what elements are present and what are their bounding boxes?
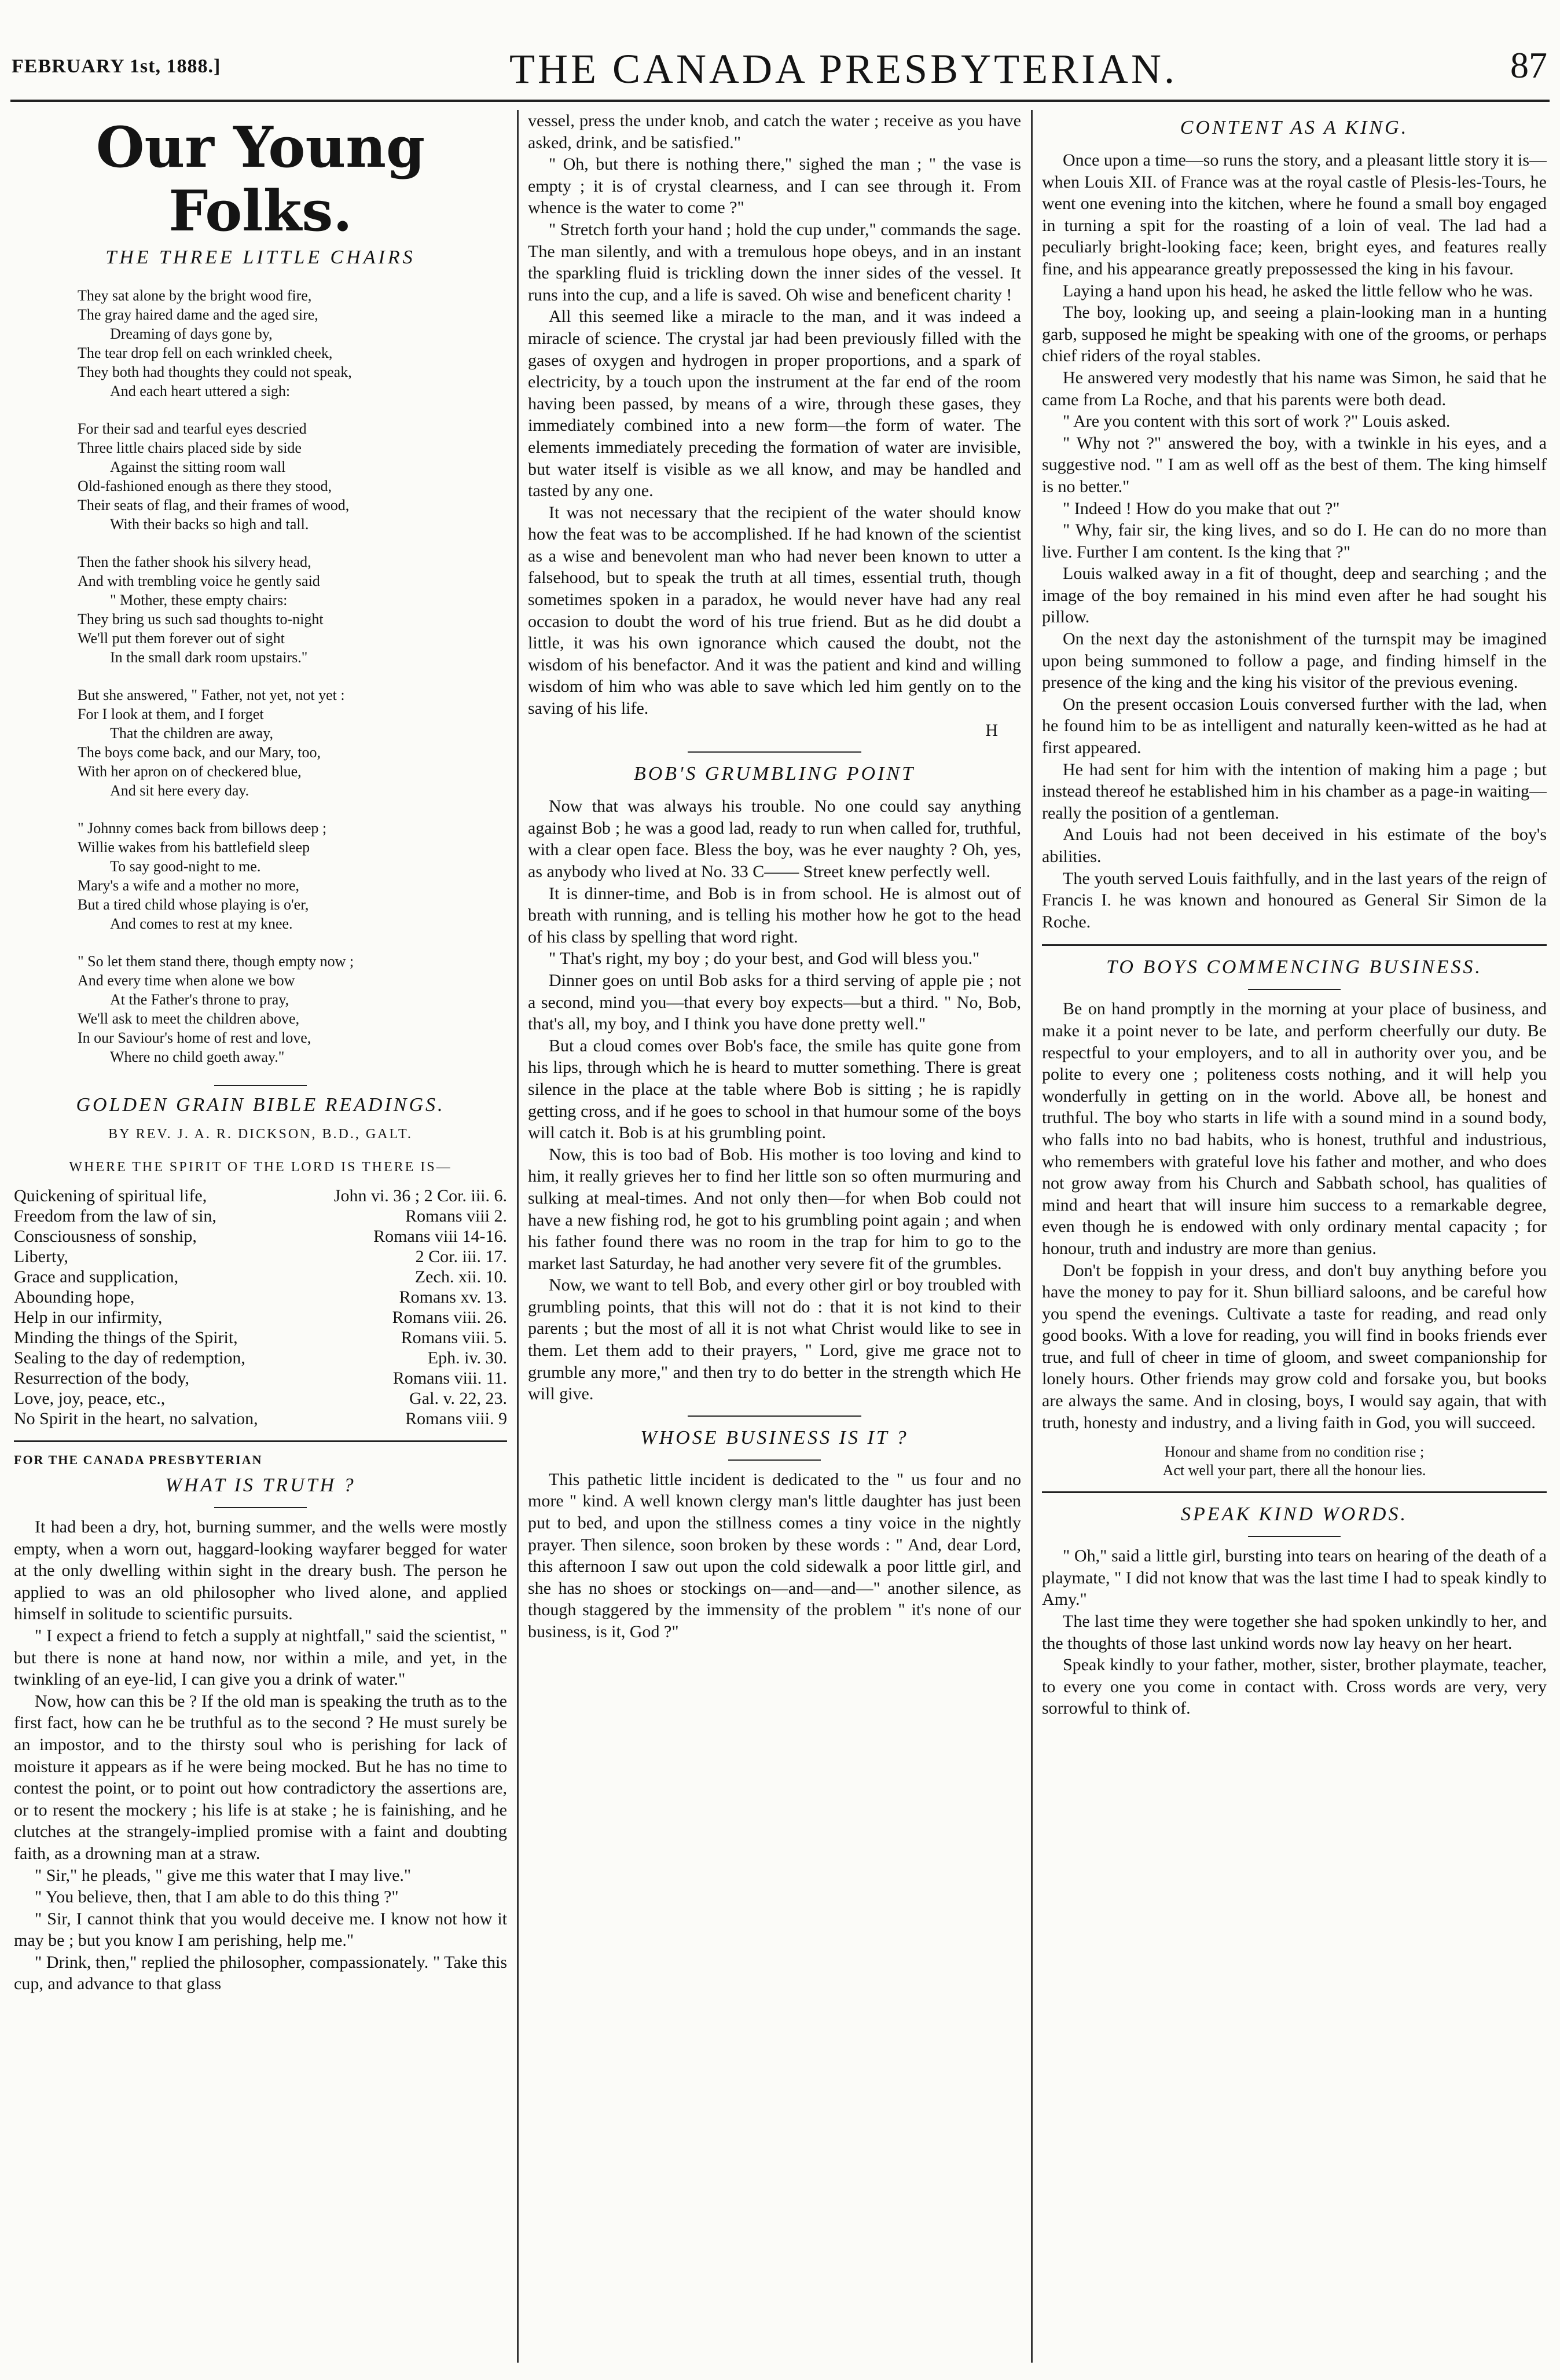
column-2 <box>528 110 1021 2368</box>
paragraph: All this seemed like a miracle to the man, and it was indeed a miracle of science. The crystal jar had been previously filled with the gases of oxygen and hydrogen in proper proportions, and a spark of electricity, by a touch upon the instrument at the far end of the room having been passed, by means of a wire, through these gases, they immediately combined into a new form—the form of water. The elements immediately preceding the formation of water are invisible, but water itself is visible as we all know, and may be handled and tasted by any one. <box>528 307 1021 501</box>
poem-line: But a tired child whose playing is o'er, <box>78 896 309 913</box>
paragraph: vessel, press the under knob, and catch the water ; receive as you have asked, drink, and be satisfied." <box>528 111 1021 152</box>
paragraph: But a cloud comes over Bob's face, the smile has quite gone from his lips, through which he is heard to mutter something. There is great silence in the place at the table where Bob is sitting ; he is rapidly getting cross, and if he goes to school in that humour some of the boys will catch it. Bob is at his grumbling point. <box>528 1036 1021 1143</box>
poem-line: Against the sitting room wall <box>110 459 286 475</box>
paragraph: " Sir," he pleads, " give me this water that I may live." <box>35 1865 412 1885</box>
paragraph: " Indeed ! How do you make that out ?" <box>1063 498 1340 518</box>
reading-reference: Zech. xii. 10. <box>414 1267 507 1286</box>
readings-list <box>14 1186 507 1429</box>
paragraph: " Why, fair sir, the king lives, and so do I. He can do no more than live. Further I am content. Is the king that ?" <box>1042 520 1547 562</box>
poem-line: With her apron on of checkered blue, <box>78 763 302 780</box>
reading-row <box>14 1409 507 1429</box>
poem-line: " So let them stand there, though empty now ; <box>78 953 354 970</box>
readings-byline: BY REV. J. A. R. DICKSON, B.D., GALT. <box>108 1127 413 1142</box>
poem-title: THE THREE LITTLE CHAIRS <box>105 247 416 268</box>
poem-stanza <box>14 552 507 667</box>
poem-line: " Mother, these empty chairs: <box>110 592 288 608</box>
newspaper-title: THE CANADA PRESBYTERIAN. <box>509 46 1178 92</box>
poem-line: We'll ask to meet the children above, <box>78 1010 300 1027</box>
divider <box>1042 944 1547 946</box>
paragraph: On the next day the astonishment of the turnspit may be imagined upon being summoned to follow a page, and finding himself in the presence of the king and the king his visitor of the previous evening. <box>1042 629 1547 692</box>
header-rule <box>10 100 1550 102</box>
article-title-whose: WHOSE BUSINESS IS IT ? <box>640 1426 909 1448</box>
reading-row <box>14 1206 507 1226</box>
column-3 <box>1042 110 1547 2368</box>
divider <box>688 751 861 753</box>
paragraph: " Stretch forth your hand ; hold the cup under," commands the sage. The man silently, and with a tremulous hope obeys, and in an instant the sparkling fluid is trickling down the inner sides of the vessel. It runs into the cup, and a life is saved. Oh wise and beneficent charity ! <box>528 219 1021 305</box>
reading-topic: Quickening of spiritual life, <box>14 1186 207 1205</box>
page-header <box>0 0 1560 92</box>
reading-row <box>14 1388 507 1409</box>
reading-row <box>14 1368 507 1388</box>
poem-line: The gray haired dame and the aged sire, <box>78 306 318 323</box>
reading-reference: John vi. 36 ; 2 Cor. iii. 6. <box>333 1186 507 1205</box>
article-title-bob: BOB'S GRUMBLING POINT <box>633 763 916 785</box>
paragraph: It was not necessary that the recipient of the water should know how the feat was to be accomplished. If he had known of the scientist as a wise and benevolent man who had never been known to utter a falsehood, but to speak the truth at all times, essential truth, though sometimes spoken in a paradox, he would never have had any real occasion to doubt the word of his true friend. But as he did doubt a little, it was his own ignorance which caused the doubt, not the wisdom of his benefactor. And it was the patient and kind and willing wisdom of him who was able to save which led him gently on to the saving of his life. <box>528 503 1021 718</box>
readings-title: GOLDEN GRAIN BIBLE READINGS. <box>76 1094 445 1116</box>
reading-reference: Romans xv. 13. <box>399 1288 507 1307</box>
poem-line: Dreaming of days gone by, <box>110 325 273 342</box>
paragraph: " Oh," said a little girl, bursting into tears on hearing of the death of a playmate, " I did not know that was the last time I had to speak kindly to Amy." <box>1042 1546 1547 1609</box>
poem-line: They sat alone by the bright wood fire, <box>78 287 312 304</box>
article-body-content <box>1042 149 1547 933</box>
reading-row <box>14 1307 507 1327</box>
reading-topic: Sealing to the day of redemption, <box>14 1348 245 1367</box>
poem-line: We'll put them forever out of sight <box>78 630 285 647</box>
poem-line: With their backs so high and tall. <box>110 516 309 533</box>
poem-line: And sit here every day. <box>110 782 249 799</box>
reading-reference: Romans viii. 11. <box>392 1369 507 1388</box>
paragraph: And Louis had not been deceived in his estimate of the boy's abilities. <box>1042 825 1547 866</box>
poem-line: And with trembling voice he gently said <box>78 573 320 589</box>
poem-line: The boys come back, and our Mary, too, <box>78 744 321 761</box>
poem-line: Their seats of flag, and their frames of wood, <box>78 497 350 514</box>
paragraph: The boy, looking up, and seeing a plain-looking man in a hunting garb, supposed he might be speaking with one of the grooms, or perhaps chief riders of the royal stables. <box>1042 303 1547 366</box>
article-body-truth-continued <box>528 110 1021 720</box>
poem-line: But she answered, " Father, not yet, not yet : <box>78 687 345 703</box>
poem-line: And comes to rest at my knee. <box>110 915 293 932</box>
poem-stanza <box>14 685 507 800</box>
divider <box>214 1085 307 1086</box>
paragraph: " I expect a friend to fetch a supply at nightfall," said the scientist, " but there is none at hand now, nor within a mile, and yet, in the twinkling of an eye-lid, I can give you a drink of water." <box>14 1626 507 1689</box>
paragraph: The last time they were together she had spoken unkindly to her, and the thoughts of those last unkind words now lay heavy on her heart. <box>1042 1612 1547 1653</box>
paragraph: Don't be foppish in your dress, and don't buy anything before you have the money to pay for it. Shun billiard saloons, and be careful how you spend the evenings. Cultivate a taste for reading, and read only good books. With a love for reading, you will find in books friends ever true, and full of cheer in time of gloom, and sweet companionship for lonely hours. Other friends may grow cold and forsake you, but books are always the same. And in closing, boys, I would say again, that with truth, honesty and industry, and a living faith in God, you will succeed. <box>1042 1260 1547 1432</box>
reading-topic: Freedom from the law of sin, <box>14 1206 216 1226</box>
poem-stanza <box>14 819 507 933</box>
poem-line: Mary's a wife and a mother no more, <box>78 877 300 894</box>
article-title-truth: WHAT IS TRUTH ? <box>165 1475 356 1496</box>
reading-reference: 2 Cor. iii. 17. <box>415 1247 507 1266</box>
paragraph: Now that was always his trouble. No one could say anything against Bob ; he was a good lad, ready to run when called for, truthful, with a clear open face. Bless the boy, was he ever naughty ? Oh, yes, as anybody who lived at No. 33 C—— Street knew perfectly well. <box>528 797 1021 881</box>
paragraph: " Drink, then," replied the philosopher, compassionately. " Take this cup, and advance to that glass <box>14 1952 507 1994</box>
paragraph: " Why not ?" answered the boy, with a twinkle in his eyes, and a suggestive nod. " I am as well off as the best of them. The king himself is no better." <box>1042 433 1547 496</box>
poem-line: Willie wakes from his battlefield sleep <box>78 839 310 856</box>
poem-line: Then the father shook his silvery head, <box>78 553 311 570</box>
paragraph: Now, how can this be ? If the old man is speaking the truth as to the first fact, how can he be truthful as to the second ? He must surely be an impostor, and to the thirsty soul who is perishing for lack of moisture it appears as if he were being mocked. But he has no time to contest the point, or to point out how contradictory the assertions are, or to resent the mockery ; his life is at stake ; he is fainishing, and he clutches at the strangely-implied promise with a faint and doubting faith, as a drowning man at a straw. <box>14 1691 507 1863</box>
poem <box>14 286 507 1066</box>
poem-line: In our Saviour's home of rest and love, <box>78 1029 311 1046</box>
article-body-speak <box>1042 1545 1547 1719</box>
paragraph: " You believe, then, that I am able to do this thing ?" <box>35 1887 399 1907</box>
poem-line: They both had thoughts they could not speak, <box>78 364 352 380</box>
article-body-bob <box>528 795 1021 1405</box>
paragraph: He had sent for him with the intention of making him a page ; but instead thereof he established him in his chamber as a page-in waiting—really the position of a gentleman. <box>1042 760 1547 823</box>
article-title-content: CONTENT AS A KING. <box>1180 117 1409 138</box>
issue-date: FEBRUARY 1st, 1888.] <box>12 56 221 77</box>
page-number: 87 <box>1510 45 1547 86</box>
reading-topic: Grace and supplication, <box>14 1267 179 1286</box>
column-1 <box>14 110 507 2368</box>
divider <box>688 1415 861 1417</box>
paragraph: " Are you content with this sort of work ?" Louis asked. <box>1063 412 1451 431</box>
reading-topic: Liberty, <box>14 1247 68 1266</box>
reading-row <box>14 1287 507 1307</box>
paragraph: Speak kindly to your father, mother, sister, brother playmate, teacher, to every one you come in contact with. Cross words are very, very sorrowful to think of. <box>1042 1655 1547 1718</box>
reading-row <box>14 1246 507 1267</box>
column-divider-2 <box>1031 110 1033 2363</box>
poem-line: Old-fashioned enough as there they stood, <box>78 478 332 494</box>
divider <box>1248 1536 1341 1537</box>
reading-row <box>14 1348 507 1368</box>
reading-reference: Romans viii 2. <box>405 1206 507 1226</box>
closing-couplet <box>1042 1443 1547 1480</box>
article-title-speak: SPEAK KIND WORDS. <box>1181 1503 1408 1525</box>
article-body-truth <box>14 1516 507 1995</box>
paragraph: Once upon a time—so runs the story, and a pleasant little story it is—when Louis XII. of France was at the royal castle of Plesis-les-Tours, he went one evening into the kitchen, where he found a small boy engaged in turning a spit for the roasting of a loin of veal. The lad had a peculiarly bright-looking face; keen, bright eyes, and features really fine, and his appearance greatly prepossessed the king in his favour. <box>1042 151 1547 278</box>
reading-reference: Romans viii 14-16. <box>373 1227 507 1246</box>
divider <box>728 1459 821 1461</box>
reading-reference: Gal. v. 22, 23. <box>409 1389 507 1408</box>
article-title-boys: TO BOYS COMMENCING BUSINESS. <box>1106 956 1482 978</box>
article-body-boys <box>1042 998 1547 1433</box>
divider <box>1248 989 1341 990</box>
reading-row <box>14 1226 507 1246</box>
poem-stanza <box>14 419 507 534</box>
paragraph: It is dinner-time, and Bob is in from school. He is almost out of breath with running, and is telling his mother how he got to the head of his class by spelling that word right. <box>528 883 1021 947</box>
couplet-line: Honour and shame from no condition rise ; <box>1164 1443 1425 1461</box>
reading-topic: Help in our infirmity, <box>14 1308 163 1327</box>
paragraph: Laying a hand upon his head, he asked the little fellow who he was. <box>1063 281 1533 300</box>
paragraph: It had been a dry, hot, burning summer, and the wells were mostly empty, when a worn out, haggard-looking wayfarer begged for water at the only dwelling within sight in the dreary bush. The person he applied to was an old philosopher who lived alone, and applied himself in solitude to scientific pursuits. <box>14 1517 507 1624</box>
reading-row <box>14 1186 507 1206</box>
paragraph: He answered very modestly that his name was Simon, he said that he came from La Roche, and that his parents were both dead. <box>1042 368 1547 409</box>
reading-topic: No Spirit in the heart, no salvation, <box>14 1409 258 1428</box>
poem-line: At the Father's throne to pray, <box>110 991 289 1008</box>
paragraph: This pathetic little incident is dedicated to the " us four and no more " kind. A well known clergy man's little daughter has just been put to bed, and upon the stillness comes a tiny voice in the nightly prayer. Then silence, soon broken by these words : " And, dear Lord, this afternoon I saw out upon the cold sidewalk a poor little girl, and she has no shoes or stockings on—and—and—" another silence, as though staggered by the immensity of the problem " it's none of our business, is it, God ?" <box>528 1469 1021 1641</box>
paragraph: On the present occasion Louis conversed further with the lad, when he found him to be as intelligent and naturally keen-witted as he had at first appeared. <box>1042 694 1547 758</box>
paragraph: " That's right, my boy ; do your best, and God will bless you." <box>549 949 980 969</box>
article-body-whose <box>528 1469 1021 1643</box>
paragraph: Be on hand promptly in the morning at your place of business, and make it a point never to be late, and perform cheerfully our duty. Be respectful to your employers, and to all in authority over you, and be polite to every one ; politeness costs nothing, and it will help you wonderfully in getting on in the world. Above all, be honest and truthful. The boy who starts in life with a sound mind in a sound body, who falls into no bad habits, who is honest, truthful and industrious, who remembers with grateful love his father and mother, and who does not grow away from his Church and Sabbath school, has qualities of mind and heart that will insure him success to a remarkable degree, even though he is endowed with only ordinary mental capacity ; for honour, truth and industry are more than genius. <box>1042 999 1547 1258</box>
paragraph: Dinner goes on until Bob asks for a third serving of apple pie ; not a second, mind you—that every boy expects—but a third. " No, Bob, that's all, my boy, and I think you have done pretty well." <box>528 970 1021 1034</box>
reading-reference: Romans viii. 26. <box>392 1308 507 1327</box>
poem-stanza <box>14 286 507 401</box>
reading-topic: Abounding hope, <box>14 1288 135 1307</box>
poem-stanza <box>14 952 507 1066</box>
readings-subtitle: WHERE THE SPIRIT OF THE LORD IS THERE IS— <box>69 1160 452 1175</box>
poem-line: " Johnny comes back from billows deep ; <box>78 820 327 837</box>
divider <box>214 1507 307 1508</box>
poem-line: That the children are away, <box>110 725 274 742</box>
poem-line: Three little chairs placed side by side <box>78 439 302 456</box>
reading-row <box>14 1267 507 1287</box>
reading-topic: Minding the things of the Spirit, <box>14 1328 238 1347</box>
poem-line: And each heart uttered a sigh: <box>110 383 291 399</box>
poem-line: To say good-night to me. <box>110 858 261 875</box>
poem-line: Where no child goeth away." <box>110 1048 285 1065</box>
section-masthead: Our Young Folks. <box>96 115 425 244</box>
reading-topic: Resurrection of the body, <box>14 1369 189 1388</box>
poem-line: For I look at them, and I forget <box>78 706 264 723</box>
paragraph: Now, we want to tell Bob, and every other girl or boy troubled with grumbling points, that this will not do : that it is not kind to their parents ; but the most of all it is not what Christ would like to see in them. Let them add to their prayers, " Lord, give me grace not to grumble any more," and then try to do better in the strength which He will give. <box>528 1275 1021 1404</box>
divider <box>1042 1491 1547 1493</box>
couplet-line: Act well your part, there all the honour lies. <box>1162 1462 1426 1479</box>
poem-line: For their sad and tearful eyes descried <box>78 420 307 437</box>
paragraph: The youth served Louis faithfully, and in the last years of the reign of Francis I. he was known and honoured as General Sir Simon de la Roche. <box>1042 868 1547 932</box>
reading-reference: Eph. iv. 30. <box>427 1348 507 1367</box>
reading-topic: Love, joy, peace, etc., <box>14 1389 166 1408</box>
poem-line: In the small dark room upstairs." <box>110 649 308 666</box>
poem-line: The tear drop fell on each wrinkled cheek, <box>78 344 333 361</box>
reading-reference: Romans viii. 9 <box>405 1409 507 1428</box>
divider <box>14 1440 507 1442</box>
paragraph: Now, this is too bad of Bob. His mother is too loving and kind to him, it really grieves her to find her little son so often murmuring and sulking at meal-times. And not only then—for when Bob could not have a new fishing rod, he got to his grumbling point again ; and when his father found there was no room in the trap for him to go to the market last Saturday, he had another very severe fit of the grumbles. <box>528 1145 1021 1273</box>
reading-row <box>14 1327 507 1348</box>
paragraph: Louis walked away in a fit of thought, deep and searching ; and the image of the boy remained in his mind even after he had sought his pillow. <box>1042 564 1547 627</box>
poem-line: They bring us such sad thoughts to-night <box>78 611 324 628</box>
paragraph: " Oh, but there is nothing there," sighed the man ; " the vase is empty ; it is of crystal clearness, and I can see through it. From whence is the water to come ?" <box>528 155 1021 218</box>
poem-line: And every time when alone we bow <box>78 972 295 989</box>
reading-topic: Consciousness of sonship, <box>14 1227 197 1246</box>
paragraph: " Sir, I cannot think that you would deceive me. I know not how it may be ; but you know I am perishing, help me." <box>14 1909 507 1950</box>
article-note: FOR THE CANADA PRESBYTERIAN <box>14 1453 263 1467</box>
article-signature: H <box>985 720 998 740</box>
reading-reference: Romans viii. 5. <box>401 1328 507 1347</box>
column-divider-1 <box>517 110 519 2363</box>
